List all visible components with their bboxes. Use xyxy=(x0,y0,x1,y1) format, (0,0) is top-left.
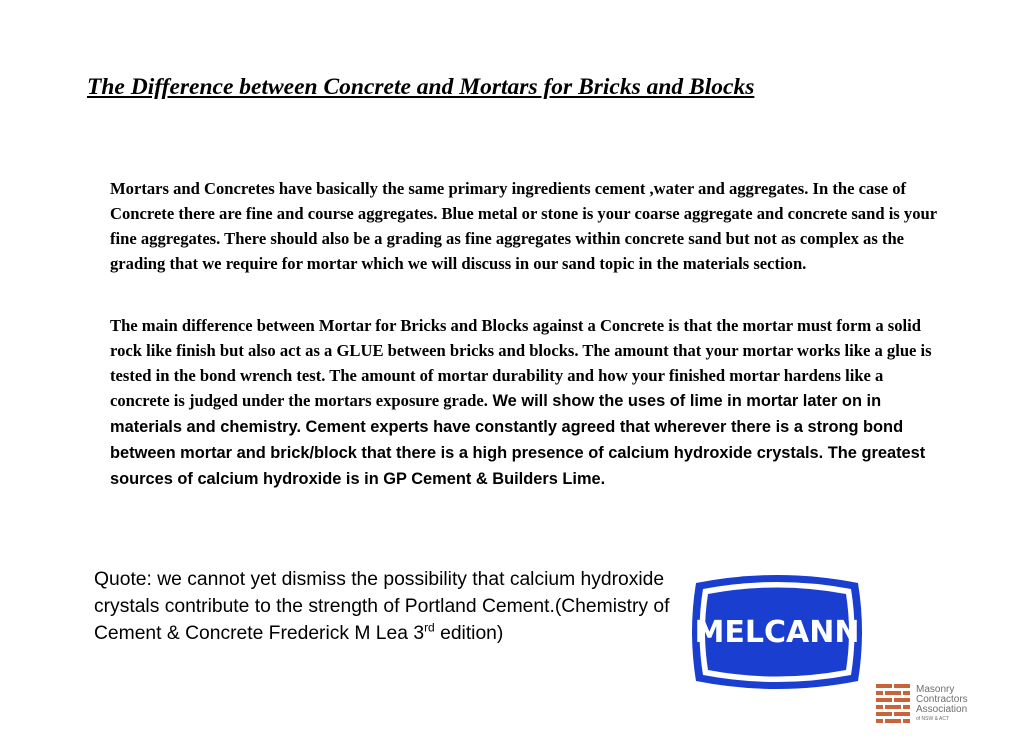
mca-line4: of NSW & ACT xyxy=(916,716,950,722)
mca-line2: Contractors xyxy=(916,694,968,705)
page-title: The Difference between Concrete and Mortars for Bricks and Blocks xyxy=(87,74,755,100)
brick-icon xyxy=(876,684,910,723)
cement-quote xyxy=(94,566,694,647)
paragraph-ingredients: Mortars and Concretes have basically the same primary ingredients cement ,water and aggregates. In the case of Concrete there are fine and course aggregates. Blue metal or stone is your coarse aggregate and concrete sand is your fine aggregates. There should also be a grading as fine aggregates within concrete sand but not as complex as the grading that we require for mortar which we will discuss in our sand topic in the materials section. xyxy=(110,179,937,273)
paragraph-sans-part: We will show the uses of lime in mortar later on in materials and chemistry. Cement experts have constantly agreed that wherever there is a strong bond between mortar and brick/block that there is a high presence of calcium hydroxide crystals. The greatest sources of calcium hydroxide is in GP Cement & Builders Lime. xyxy=(110,392,926,488)
paragraph-serif-part: The main difference between Mortar for Bricks and Blocks against a Concrete is that the mortar must form a solid rock like finish but also act as a GLUE between bricks and blocks. The amount that your mortar works like a glue is tested in the bond wrench test. The amount of mortar durability and how your finished mortar hardens like a concrete is judged under the mortars exposure grade. xyxy=(110,316,932,410)
mca-logo xyxy=(876,683,1016,723)
melcann-logo xyxy=(690,571,864,693)
paragraph-main-difference xyxy=(110,313,940,492)
mca-line3: Association xyxy=(916,704,968,715)
quote-superscript: rd xyxy=(424,620,435,635)
mca-line1: Masonry xyxy=(916,684,955,695)
quote-suffix: edition) xyxy=(434,623,504,644)
quote-text: Quote: we cannot yet dismiss the possibility that calcium hydroxide crystals contribute to the strength of Portland Cement.(Chemistry of Cement & Concrete Frederick M Lea 3 xyxy=(94,569,670,644)
melcann-logo-text: MELCANN xyxy=(694,615,860,650)
